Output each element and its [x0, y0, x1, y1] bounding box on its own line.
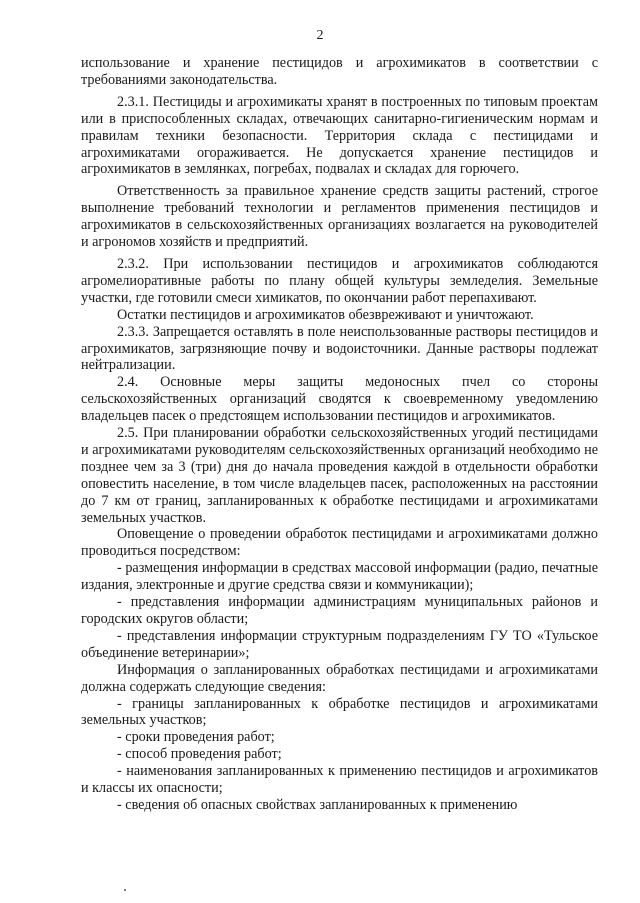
paragraph: 2.3.1. Пестициды и агрохимикаты хранят в построенных по типовым проектам или в приспособленных складах, отвечающих санитарно-гигиеническим нормам и правилам техники безопасности. Территория склада с пестицидами и агрохимикатами огораживается. Не допускается хранение пестицидов и агрохимикатов в землянках, погребах, подвалах и складах для горючего. — [81, 93, 598, 178]
scan-speck — [124, 889, 126, 891]
paragraph: Информация о запланированных обработках пестицидами и агрохимикатами должна содержать следующие сведения: — [81, 661, 598, 695]
paragraph: использование и хранение пестицидов и агрохимикатов в соответствии с требованиями законодательства. — [81, 55, 598, 88]
paragraph: Ответственность за правильное хранение средств защиты растений, строгое выполнение требований технологии и регламентов применения пестицидов и агрохимикатов в сельскохозяйственных организациях возлагается на руководителей и агрономов хозяйств и предприятий. — [81, 183, 598, 251]
paragraph: - размещения информации в средствах массовой информации (радио, печатные издания, электронные и другие средства связи и коммуникации); — [81, 560, 598, 594]
paragraph: - наименования запланированных к применению пестицидов и агрохимикатов и классы их опасности; — [81, 763, 598, 797]
paragraph: 2.3.3. Запрещается оставлять в поле неиспользованные растворы пестицидов и агрохимикатов, загрязняющие почву и водоисточники. Данные растворы подлежат нейтрализации. — [81, 323, 598, 374]
document-body — [81, 55, 598, 814]
paragraph: - границы запланированных к обработке пестицидов и агрохимикатами земельных участков; — [81, 695, 598, 729]
paragraph: - представления информации структурным подразделениям ГУ ТО «Тульское объединение ветеринарии»; — [81, 627, 598, 661]
paragraph: 2.4. Основные меры защиты медоносных пчел со стороны сельскохозяйственных организаций сводятся к своевременному уведомлению владельцев пасек о предстоящем использовании пестицидов и агрохимикатов. — [81, 374, 598, 425]
paragraph: - способ проведения работ; — [117, 746, 282, 763]
paragraph: - сведения об опасных свойствах запланированных к применению — [117, 796, 518, 813]
page-number: 2 — [316, 28, 324, 43]
paragraph: Остатки пестицидов и агрохимикатов обезвреживают и уничтожают. — [117, 306, 534, 323]
paragraph: 2.3.2. При использовании пестицидов и агрохимикатов соблюдаются агромелиоративные работы по плану общей культуры земледелия. Земельные участки, где готовили смеси химикатов, по окончании работ перепахивают. — [81, 255, 598, 306]
paragraph: - представления информации администрациям муниципальных районов и городских округов области; — [81, 594, 598, 627]
paragraph: - сроки проведения работ; — [117, 729, 275, 746]
paragraph: Оповещение о проведении обработок пестицидами и агрохимикатами должно проводиться посредством: — [81, 526, 598, 560]
paragraph: 2.5. При планировании обработки сельскохозяйственных угодий пестицидами и агрохимикатами руководителям сельскохозяйственных организаций необходимо не позднее чем за 3 (три) дня до начала проведения каждой в отдельности обработки оповестить население, в том числе владельцев пасек, расположенных на расстоянии до 7 км от границ, запланированных к обработке пестицидами и агрохимикатами земельных участков. — [81, 425, 598, 526]
